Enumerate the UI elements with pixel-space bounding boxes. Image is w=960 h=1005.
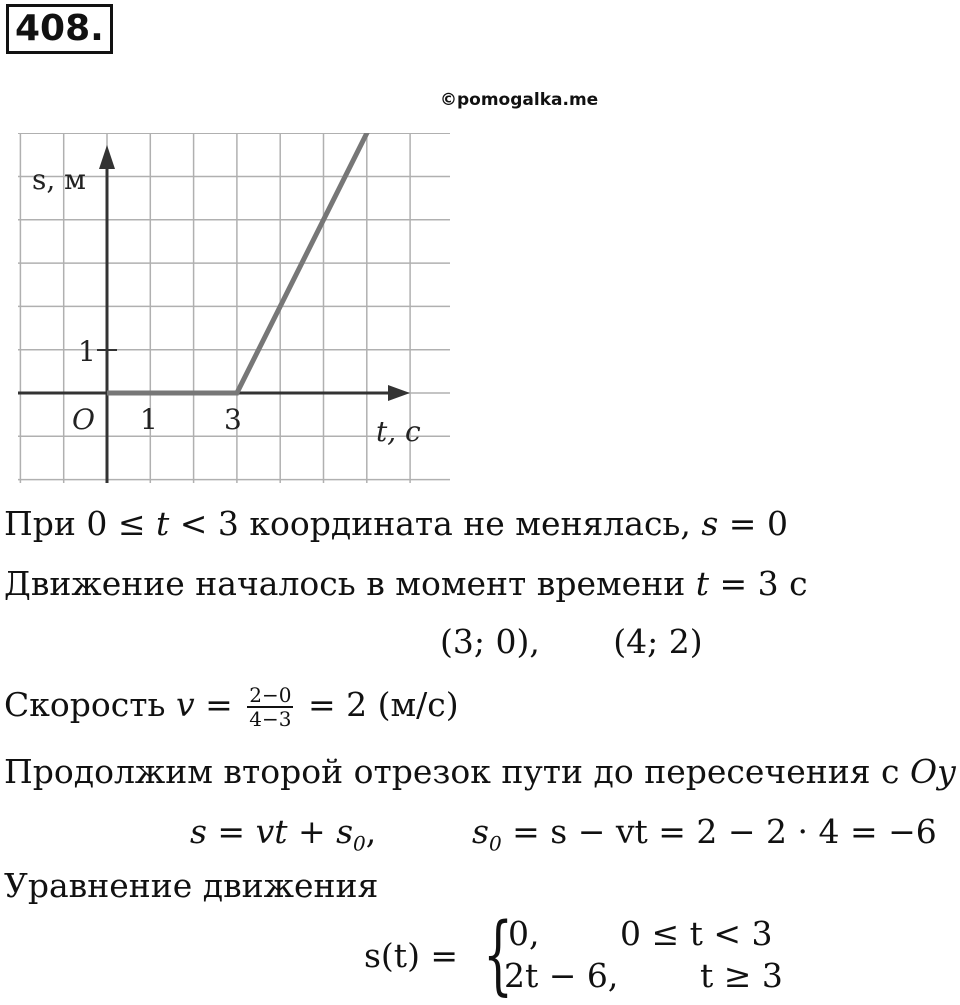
problem-number: 408.: [6, 4, 113, 54]
solution-formula-b: $s_0 = s$ − vt = 2 − 2 · 4 = −6: [472, 812, 937, 856]
solution-line-7: Уравнение движения: [4, 866, 379, 905]
solution-formula-a: s = vt + $s_0$,: [190, 812, 377, 856]
solution-line-5: Продолжим второй отрезок пути до пересечения с Oy: [4, 752, 956, 791]
y-tick-label-1: 1: [78, 335, 96, 368]
x-axis-label: t, с: [376, 415, 421, 448]
solution-speed: Скорость v = $\frac{2-0}{4-3}$ = 2 (м/с): [4, 683, 459, 731]
case-1-cond: 0 ≤ t < 3: [620, 914, 773, 953]
solution-line-2: Движение началось в момент времени t = 3 с: [4, 564, 808, 603]
x-tick-label-3: 3: [224, 403, 242, 436]
y-axis-label: s, м: [32, 163, 86, 196]
piecewise-brace: {: [483, 905, 514, 1005]
piecewise-lhs: s(t) =: [364, 936, 459, 975]
motion-graph: [18, 133, 450, 483]
watermark: ©pomogalka.me: [440, 90, 599, 110]
speed-fraction: $\frac{2-0}{4-3}$: [249, 683, 292, 731]
case-1-expr: 0,: [508, 914, 540, 953]
solution-points: (3; 0), (4; 2): [440, 622, 703, 661]
case-2-cond: t ≥ 3: [700, 956, 783, 995]
x-tick-label-1: 1: [140, 403, 158, 436]
origin-label: O: [72, 403, 95, 436]
case-2-expr: 2t − 6,: [504, 956, 619, 995]
solution-line-1: При 0 ≤ t < 3 координата не менялась, s = 0: [4, 504, 788, 543]
